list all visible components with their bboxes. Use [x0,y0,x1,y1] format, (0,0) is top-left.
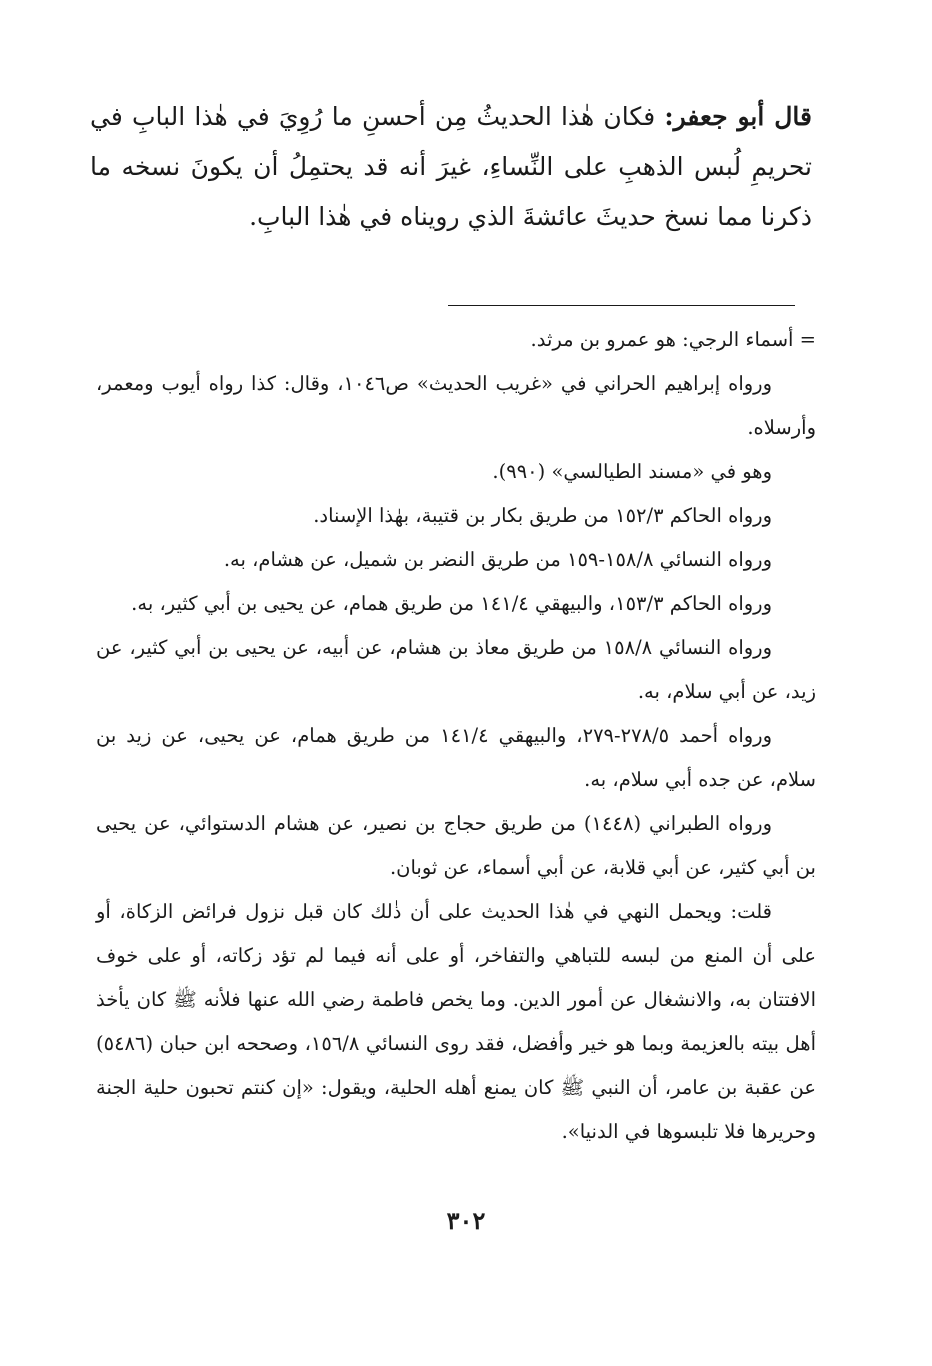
footnote-line: وهو في «مسند الطيالسي» (٩٩٠). [492,460,772,483]
speaker-label: قال أبو جعفر: [664,102,812,131]
footnote-line: ورواه النسائي ١٥٨/٨ من طريق معاذ بن هشام، عن أبيه، عن يحيى بن أبي كثير، عن زيد، عن أبي سلام، به. [96,636,816,703]
main-paragraph [90,92,812,242]
footnote-line: ورواه الحاكم ١٥٣/٣، والبيهقي ١٤١/٤ من طريق همام، عن يحيى بن أبي كثير، به. [131,592,772,615]
footnote-divider [448,305,795,306]
main-paragraph-text: فكان هٰذا الحديثُ مِن أحسنِ ما رُوِيَ في هٰذا البابِ في تحريمِ لُبس الذهبِ على النِّساءِ، غيرَ أنه قد يحتمِلُ أن يكونَ نسخه ما ذكرنا مما نسخ حديثَ عائشةَ الذي رويناه في هٰذا البابِ. [90,102,812,231]
footnote-line: = أسماء الرجي: هو عمرو بن مرثد. [530,328,816,351]
footnote-line: ورواه الحاكم ١٥٢/٣ من طريق بكار بن قتيبة، بهٰذا الإسناد. [313,504,772,527]
footnotes-section [96,318,816,1154]
footnote-line: ورواه النسائي ١٥٨/٨-١٥٩ من طريق النضر بن شميل، عن هشام، به. [223,548,772,571]
footnote-commentary: قلت: ويحمل النهي في هٰذا الحديث على أن ذٰلك كان قبل نزول فرائض الزكاة، أو على أن المنع من لبسه للتباهي والتفاخر، أو على أنه فيما لم تؤد زكاته، أو على خوف الافتتان به، والانشغال عن أمور الدين. وما يخص فاطمة رضي الله عنها فلأنه ﷺ كان يأخذ أهل بيته بالعزيمة وبما هو خير وأفضل، فقد روى النسائي ١٥٦/٨، وصححه ابن حبان (٥٤٨٦) عن عقبة بن عامر، أن النبي ﷺ كان يمنع أهله الحلية، ويقول: «إن كنتم تحبون حلية الجنة وحريرها فلا تلبسوها في الدنيا». [96,900,816,1143]
footnote-line: ورواه إبراهيم الحراني في «غريب الحديث» ص١٠٤٦، وقال: كذا رواه أيوب ومعمر، وأرسلاه. [96,372,816,439]
footnote-line: ورواه أحمد ٢٧٨/٥-٢٧٩، والبيهقي ١٤١/٤ من طريق همام، عن يحيى، عن زيد بن سلام، عن جده أبي سلام، به. [96,724,816,791]
footnote-line: ورواه الطبراني (١٤٤٨) من طريق حجاج بن نصير، عن هشام الدستوائي، عن يحيى بن أبي كثير، عن أبي قلابة، عن أبي أسماء، عن ثوبان. [96,812,816,879]
page-number: ٣٠٢ [446,1206,486,1235]
